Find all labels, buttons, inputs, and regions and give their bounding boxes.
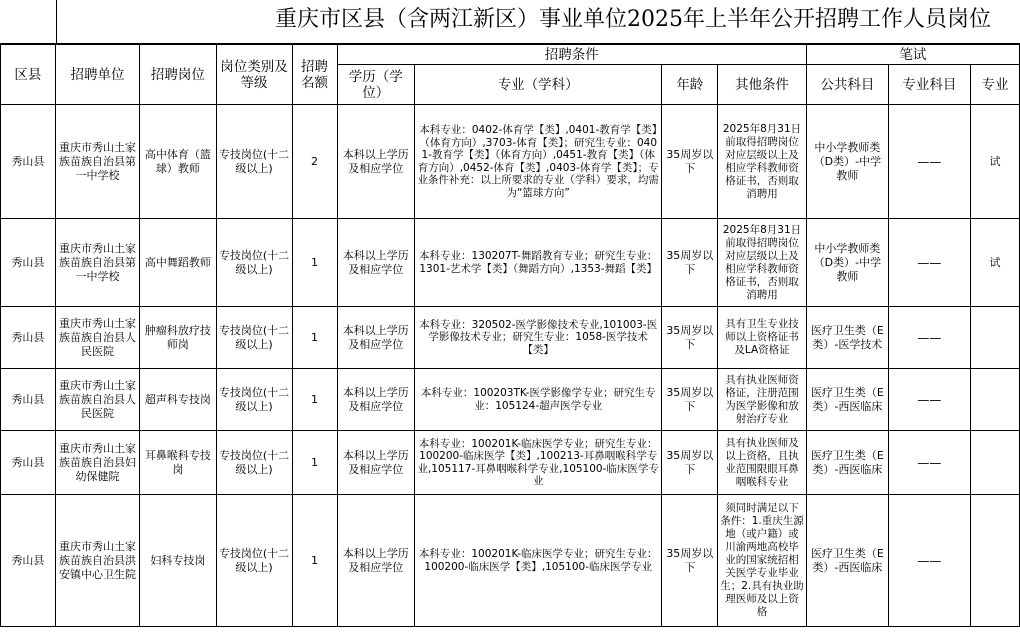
cell-major: 本科专业：130207T-舞蹈教育专业；研究生专业：1301-艺术学【类】（舞蹈方向）,1353-舞蹈【类】 bbox=[414, 219, 662, 307]
cell-quota: 2 bbox=[292, 105, 337, 219]
cell-district: 秀山县 bbox=[1, 431, 56, 495]
cell-partial bbox=[970, 431, 1019, 495]
cell-position: 耳鼻喉科专技岗 bbox=[140, 431, 216, 495]
header-partial: 专业 bbox=[970, 65, 1019, 105]
header-age: 年龄 bbox=[662, 65, 718, 105]
cell-education: 本科以上学历及相应学位 bbox=[337, 307, 414, 369]
cell-district: 秀山县 bbox=[1, 495, 56, 627]
cell-major-subject: —— bbox=[888, 369, 970, 431]
header-education: 学历（学位） bbox=[337, 65, 414, 105]
title-row-divider bbox=[56, 0, 57, 44]
cell-district: 秀山县 bbox=[1, 369, 56, 431]
cell-district: 秀山县 bbox=[1, 219, 56, 307]
table-row bbox=[1, 431, 1020, 495]
cell-major-subject: —— bbox=[888, 495, 970, 627]
header-unit: 招聘单位 bbox=[55, 45, 140, 105]
cell-age: 35周岁以下 bbox=[662, 369, 718, 431]
cell-public-subject: 医疗卫生类（E类）-西医临床 bbox=[806, 495, 888, 627]
cell-unit: 重庆市秀山土家族苗族自治县第一中学校 bbox=[55, 105, 140, 219]
cell-unit: 重庆市秀山土家族苗族自治县妇幼保健院 bbox=[55, 431, 140, 495]
cell-quota: 1 bbox=[292, 369, 337, 431]
header-position: 招聘岗位 bbox=[140, 45, 216, 105]
table-row bbox=[1, 307, 1020, 369]
cell-partial bbox=[970, 495, 1019, 627]
table-row bbox=[1, 495, 1020, 627]
table-row bbox=[1, 105, 1020, 219]
page-title: 重庆市区县（含两江新区）事业单位2025年上半年公开招聘工作人员岗位 bbox=[275, 7, 991, 32]
cell-position: 超声科专技岗 bbox=[140, 369, 216, 431]
cell-public-subject: 中小学教师类（D类）-中学教师 bbox=[806, 105, 888, 219]
cell-category: 专技岗位(十二级以上) bbox=[216, 219, 292, 307]
cell-quota: 1 bbox=[292, 307, 337, 369]
cell-age: 35周岁以下 bbox=[662, 105, 718, 219]
cell-unit: 重庆市秀山土家族苗族自治县人民医院 bbox=[55, 369, 140, 431]
cell-position: 高中体育（篮球）教师 bbox=[140, 105, 216, 219]
cell-position: 肿瘤科放疗技师岗 bbox=[140, 307, 216, 369]
cell-age: 35周岁以下 bbox=[662, 495, 718, 627]
header-quota: 招聘名额 bbox=[292, 45, 337, 105]
header-major-subject: 专业科目 bbox=[888, 65, 970, 105]
header-other: 其他条件 bbox=[718, 65, 807, 105]
cell-other: 2025年8月31日前取得招聘岗位对应层级以上及相应学科教师资格证书，否则取消聘用 bbox=[718, 105, 807, 219]
cell-major: 本科专业：100201K-临床医学专业；研究生专业：100200-临床医学【类】,105100-临床医学专业 bbox=[414, 495, 662, 627]
cell-category: 专技岗位(十二级以上) bbox=[216, 495, 292, 627]
cell-major-subject: —— bbox=[888, 219, 970, 307]
table-row bbox=[1, 219, 1020, 307]
cell-education: 本科以上学历及相应学位 bbox=[337, 105, 414, 219]
cell-quota: 1 bbox=[292, 431, 337, 495]
header-district: 区县 bbox=[1, 45, 56, 105]
cell-unit: 重庆市秀山土家族苗族自治县第一中学校 bbox=[55, 219, 140, 307]
cell-category: 专技岗位(十二级以上) bbox=[216, 369, 292, 431]
cell-category: 专技岗位(十二级以上) bbox=[216, 307, 292, 369]
cell-other: 须同时满足以下条件：1.重庆生源地（或户籍）或川渝两地高校毕业的国家统招相关医学专业毕业生；2.具有执业助理医师及以上资格 bbox=[718, 495, 807, 627]
cell-age: 35周岁以下 bbox=[662, 431, 718, 495]
cell-major-subject: —— bbox=[888, 307, 970, 369]
cell-district: 秀山县 bbox=[1, 307, 56, 369]
header-conditions: 招聘条件 bbox=[337, 45, 806, 65]
positions-table bbox=[0, 44, 1020, 627]
cell-partial bbox=[970, 369, 1019, 431]
cell-unit: 重庆市秀山土家族苗族自治县人民医院 bbox=[55, 307, 140, 369]
cell-age: 35周岁以下 bbox=[662, 219, 718, 307]
header-major: 专业（学科） bbox=[414, 65, 662, 105]
cell-public-subject: 医疗卫生类（E类）-西医临床 bbox=[806, 431, 888, 495]
cell-other: 2025年8月31日前取得招聘岗位对应层级以上及相应学科教师资格证书，否则取消聘用 bbox=[718, 219, 807, 307]
cell-category: 专技岗位(十二级以上) bbox=[216, 431, 292, 495]
cell-public-subject: 医疗卫生类（E类）-西医临床 bbox=[806, 369, 888, 431]
cell-partial: 试 bbox=[970, 219, 1019, 307]
cell-major-subject: —— bbox=[888, 105, 970, 219]
cell-education: 本科以上学历及相应学位 bbox=[337, 219, 414, 307]
cell-education: 本科以上学历及相应学位 bbox=[337, 431, 414, 495]
cell-major: 本科专业：320502-医学影像技术专业,101003-医学影像技术专业；研究生专业：1058-医学技术【类】 bbox=[414, 307, 662, 369]
cell-public-subject: 医疗卫生类（E类）-医学技术 bbox=[806, 307, 888, 369]
cell-major: 本科专业：100203TK-医学影像学专业；研究生专业：105124-超声医学专业 bbox=[414, 369, 662, 431]
cell-education: 本科以上学历及相应学位 bbox=[337, 495, 414, 627]
header-written: 笔试 bbox=[806, 45, 1019, 65]
cell-category: 专技岗位(十二级以上) bbox=[216, 105, 292, 219]
header-row-1 bbox=[1, 45, 1020, 65]
cell-position: 妇科专技岗 bbox=[140, 495, 216, 627]
cell-quota: 1 bbox=[292, 219, 337, 307]
cell-other: 具有执业医师及以上资格，且执业范围限眼耳鼻咽喉科专业 bbox=[718, 431, 807, 495]
cell-position: 高中舞蹈教师 bbox=[140, 219, 216, 307]
cell-quota: 1 bbox=[292, 495, 337, 627]
cell-major: 本科专业：100201K-临床医学专业；研究生专业：100200-临床医学【类】,100213-耳鼻咽喉科学专业,105117-耳鼻咽喉科学专业,105100-临床医学专业 bbox=[414, 431, 662, 495]
cell-partial: 试 bbox=[970, 105, 1019, 219]
cell-major: 本科专业：0402-体育学【类】,0401-教育学【类】（体育方向）,3703-体育【类】；研究生专业：0401-教育学【类】（体育方向）,0451-教育【类】（体育方向）,0452-体育【类】,0403-体育学【类】；专业条件补充：以上所要求的专业（学科）要求，均需为“篮球方向” bbox=[414, 105, 662, 219]
cell-age: 35周岁以下 bbox=[662, 307, 718, 369]
header-public-subject: 公共科目 bbox=[806, 65, 888, 105]
cell-education: 本科以上学历及相应学位 bbox=[337, 369, 414, 431]
header-category: 岗位类别及等级 bbox=[216, 45, 292, 105]
table-row bbox=[1, 369, 1020, 431]
cell-major-subject: —— bbox=[888, 431, 970, 495]
cell-public-subject: 中小学教师类（D类）-中学教师 bbox=[806, 219, 888, 307]
cell-partial bbox=[970, 307, 1019, 369]
cell-unit: 重庆市秀山土家族苗族自治县洪安镇中心卫生院 bbox=[55, 495, 140, 627]
cell-other: 具有执业医师资格证，注册范围为医学影像和放射治疗专业 bbox=[718, 369, 807, 431]
cell-other: 具有卫生专业技师以上资格证书及LA资格证 bbox=[718, 307, 807, 369]
cell-district: 秀山县 bbox=[1, 105, 56, 219]
